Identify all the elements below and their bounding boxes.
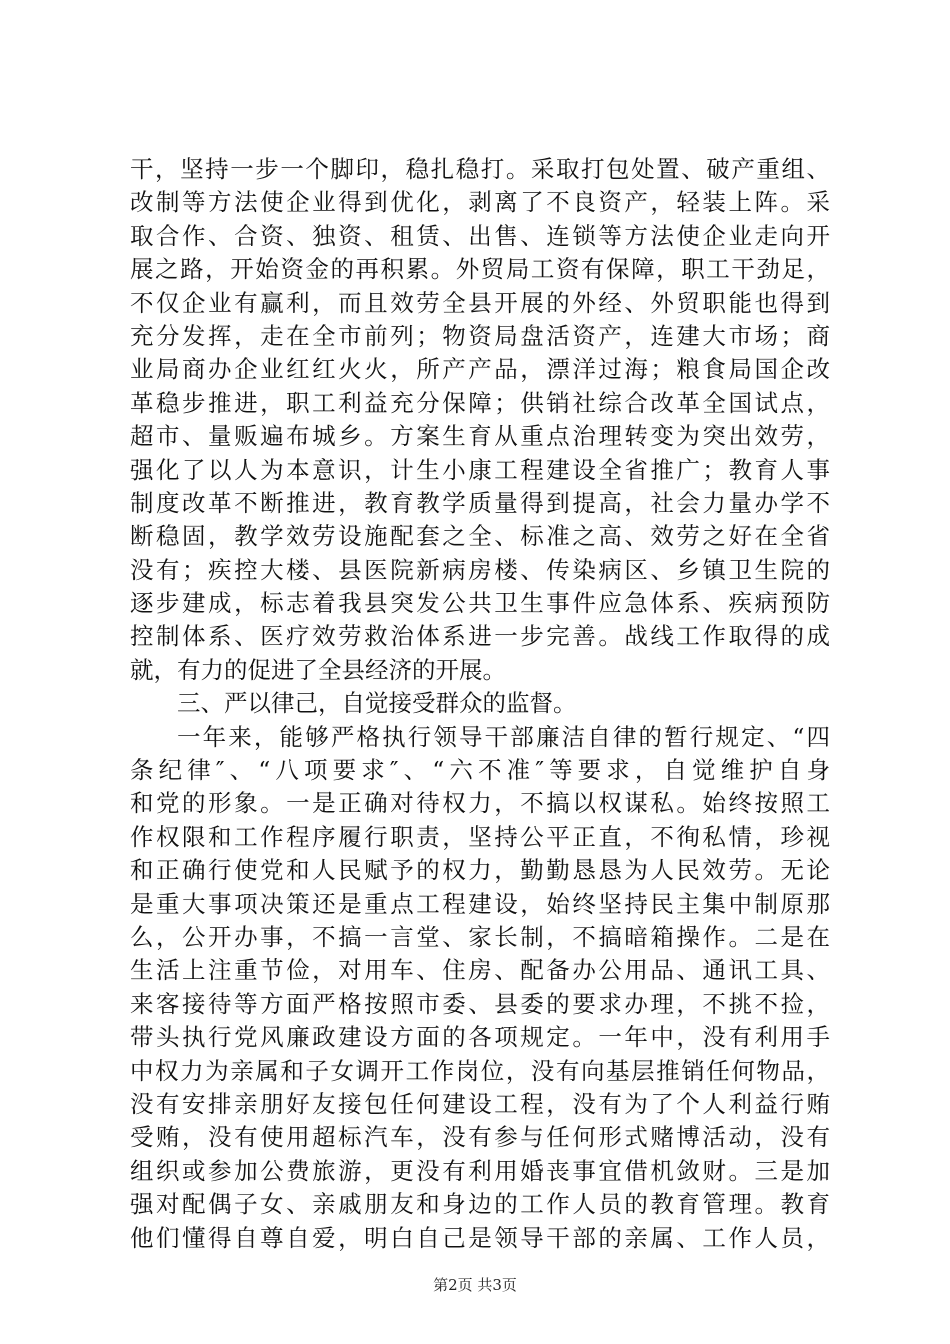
text-line: 制度改革不断推进，教育教学质量得到提高，社会力量办学不 bbox=[130, 488, 830, 517]
text-line: 干，坚持一步一个脚印，稳扎稳打。采取打包处置、破产重组、 bbox=[130, 155, 830, 183]
text-line: 强化了以人为本意识，计生小康工程建设全省推广；教育人事 bbox=[130, 455, 830, 484]
text-line: 逐步建成，标志着我县突发公共卫生事件应急体系、疾病预防 bbox=[130, 589, 830, 618]
text-line: 和正确行使党和人民赋予的权力，勤勤恳恳为人民效劳。无论 bbox=[130, 856, 830, 885]
text-line: 断稳固，教学效劳设施配套之全、标准之高、效劳之好在全省 bbox=[130, 522, 830, 551]
text-line: 带头执行党风廉政建设方面的各项规定。一年中，没有利用手 bbox=[130, 1023, 830, 1052]
text-line: 没有安排亲朋好友接包任何建设工程，没有为了个人利益行贿 bbox=[130, 1089, 830, 1118]
text-line: 改制等方法使企业得到优化，剥离了不良资产，轻装上阵。采 bbox=[130, 188, 830, 217]
text-line: 控制体系、医疗效劳救治体系进一步完善。战线工作取得的成 bbox=[130, 622, 830, 651]
text-line: 么，公开办事，不搞一言堂、家长制，不搞暗箱操作。二是在 bbox=[130, 922, 830, 951]
text-line: 受贿，没有使用超标汽车，没有参与任何形式赌博活动，没有 bbox=[130, 1123, 830, 1152]
text-line: 一年来，能够严格执行领导干部廉洁自律的暂行规定、“四 bbox=[177, 722, 830, 751]
text-line: 条纪律″、“八项要求″、“六不准″等要求，自觉维护自身 bbox=[130, 756, 830, 785]
text-line: 中权力为亲属和子女调开工作岗位，没有向基层推销任何物品， bbox=[130, 1056, 830, 1085]
text-line: 展之路，开始资金的再积累。外贸局工资有保障，职工干劲足， bbox=[130, 255, 830, 284]
text-line: 不仅企业有赢利，而且效劳全县开展的外经、外贸职能也得到 bbox=[130, 288, 830, 317]
text-line: 业局商办企业红红火火，所产产品，漂洋过海；粮食局国企改 bbox=[130, 355, 830, 384]
section-heading: 三、严以律己，自觉接受群众的监督。 bbox=[177, 689, 577, 718]
text-line: 作权限和工作程序履行职责，坚持公平正直，不徇私情，珍视 bbox=[130, 822, 830, 851]
text-line: 他们懂得自尊自爱，明白自己是领导干部的亲属、工作人员， bbox=[130, 1223, 830, 1252]
text-line: 生活上注重节俭，对用车、住房、配备办公用品、通讯工具、 bbox=[130, 956, 830, 985]
text-line: 强对配偶子女、亲戚朋友和身边的工作人员的教育管理。教育 bbox=[130, 1190, 830, 1219]
text-line: 就，有力的促进了全县经济的开展。 bbox=[130, 655, 506, 684]
text-line: 超市、量贩遍布城乡。方案生育从重点治理转变为突出效劳， bbox=[130, 422, 830, 451]
text-line: 组织或参加公费旅游，更没有利用婚丧事宜借机敛财。三是加 bbox=[130, 1156, 830, 1185]
text-line: 和党的形象。一是正确对待权力，不搞以权谋私。始终按照工 bbox=[130, 789, 830, 818]
text-line: 来客接待等方面严格按照市委、县委的要求办理，不挑不捡， bbox=[130, 989, 830, 1018]
text-line: 取合作、合资、独资、租赁、出售、连锁等方法使企业走向开 bbox=[130, 221, 830, 250]
text-line: 充分发挥，走在全市前列；物资局盘活资产，连建大市场；商 bbox=[130, 321, 830, 350]
page-number: 第2页 共3页 bbox=[433, 1276, 517, 1294]
text-line: 革稳步推进，职工利益充分保障；供销社综合改革全国试点， bbox=[130, 388, 830, 417]
text-line: 是重大事项决策还是重点工程建设，始终坚持民主集中制原那 bbox=[130, 889, 830, 918]
document-body bbox=[130, 153, 830, 1255]
text-line: 没有；疾控大楼、县医院新病房楼、传染病区、乡镇卫生院的 bbox=[130, 555, 830, 584]
